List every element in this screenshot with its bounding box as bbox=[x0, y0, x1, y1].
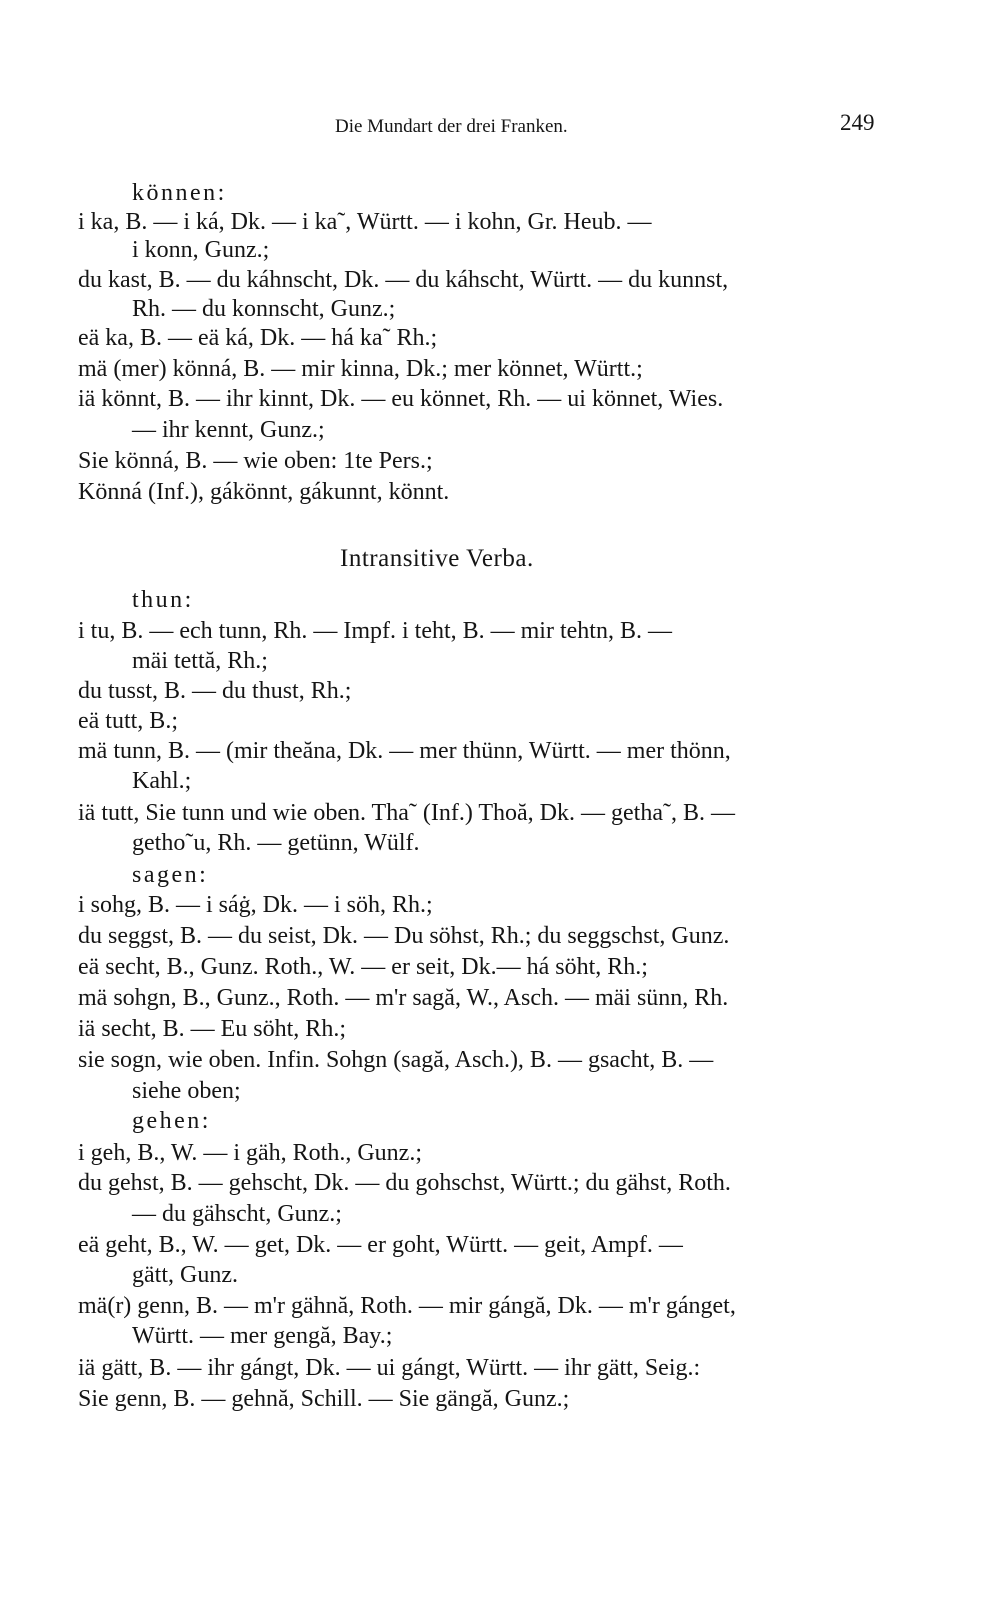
verb-heading: sagen: bbox=[132, 862, 209, 888]
text-line: eä secht, B., Gunz. Roth., W. — er seit, Dk.— há söht, Rh.; bbox=[78, 954, 648, 980]
verb-heading: thun: bbox=[132, 587, 194, 613]
text-line: Rh. — du konnscht, Gunz.; bbox=[132, 296, 396, 322]
text-line: Könná (Inf.), gákönnt, gákunnt, könnt. bbox=[78, 479, 450, 505]
text-line: — du gähscht, Gunz.; bbox=[132, 1201, 342, 1227]
text-line: Sie könná, B. — wie oben: 1te Pers.; bbox=[78, 448, 433, 474]
text-line: iä gätt, B. — ihr gángt, Dk. — ui gángt, Württ. — ihr gätt, Seig.: bbox=[78, 1355, 701, 1381]
verb-heading: gehen: bbox=[132, 1108, 211, 1134]
text-line: i konn, Gunz.; bbox=[132, 237, 270, 263]
text-line: mä(r) genn, B. — m'r gähnă, Roth. — mir gángă, Dk. — m'r gánget, bbox=[78, 1293, 736, 1319]
text-line: i tu, B. — ech tunn, Rh. — Impf. i teht, B. — mir tehtn, B. — bbox=[78, 618, 672, 644]
text-line: Württ. — mer gengă, Bay.; bbox=[132, 1323, 393, 1349]
text-line: mä (mer) könná, B. — mir kinna, Dk.; mer könnet, Württ.; bbox=[78, 356, 643, 382]
text-line: eä tutt, B.; bbox=[78, 708, 178, 734]
page-number: 249 bbox=[840, 110, 875, 135]
text-line: gätt, Gunz. bbox=[132, 1262, 238, 1288]
text-line: du kast, B. — du káhnscht, Dk. — du káhscht, Württ. — du kunnst, bbox=[78, 267, 729, 293]
running-header-title: Die Mundart der drei Franken. bbox=[335, 116, 568, 137]
text-line: eä ka, B. — eä ká, Dk. — há ka˜ Rh.; bbox=[78, 325, 438, 351]
text-line: mä tunn, B. — (mir theăna, Dk. — mer thünn, Württ. — mer thönn, bbox=[78, 738, 731, 764]
text-line: Kahl.; bbox=[132, 768, 192, 794]
text-line: iä könnt, B. — ihr kinnt, Dk. — eu könnet, Rh. — ui könnet, Wies. bbox=[78, 386, 724, 412]
text-line: sie sogn, wie oben. Infin. Sohgn (sagă, Asch.), B. — gsacht, B. — bbox=[78, 1047, 714, 1073]
section-heading: Intransitive Verba. bbox=[340, 545, 534, 572]
text-line: siehe oben; bbox=[132, 1078, 241, 1104]
text-line: du tusst, B. — du thust, Rh.; bbox=[78, 678, 352, 704]
text-line: du gehst, B. — gehscht, Dk. — du gohschst, Württ.; du gähst, Roth. bbox=[78, 1170, 731, 1196]
text-line: mä sohgn, B., Gunz., Roth. — m'r sagă, W., Asch. — mäi sünn, Rh. bbox=[78, 985, 729, 1011]
text-line: getho˜u, Rh. — getünn, Wülf. bbox=[132, 830, 420, 856]
text-line: iä secht, B. — Eu söht, Rh.; bbox=[78, 1016, 346, 1042]
text-line: i geh, B., W. — i gäh, Roth., Gunz.; bbox=[78, 1140, 422, 1166]
text-line: i ka, B. — i ká, Dk. — i ka˜, Württ. — i kohn, Gr. Heub. — bbox=[78, 209, 652, 235]
text-line: i sohg, B. — i sáġ, Dk. — i söh, Rh.; bbox=[78, 892, 433, 918]
text-line: — ihr kennt, Gunz.; bbox=[132, 417, 325, 443]
text-line: Sie genn, B. — gehnă, Schill. — Sie gängă, Gunz.; bbox=[78, 1386, 570, 1412]
text-line: mäi tettă, Rh.; bbox=[132, 648, 268, 674]
verb-heading: können: bbox=[132, 180, 227, 206]
text-line: eä geht, B., W. — get, Dk. — er goht, Württ. — geit, Ampf. — bbox=[78, 1232, 683, 1258]
text-line: du seggst, B. — du seist, Dk. — Du söhst, Rh.; du seggschst, Gunz. bbox=[78, 923, 730, 949]
text-line: iä tutt, Sie tunn und wie oben. Tha˜ (Inf.) Thoă, Dk. — getha˜, B. — bbox=[78, 800, 735, 826]
